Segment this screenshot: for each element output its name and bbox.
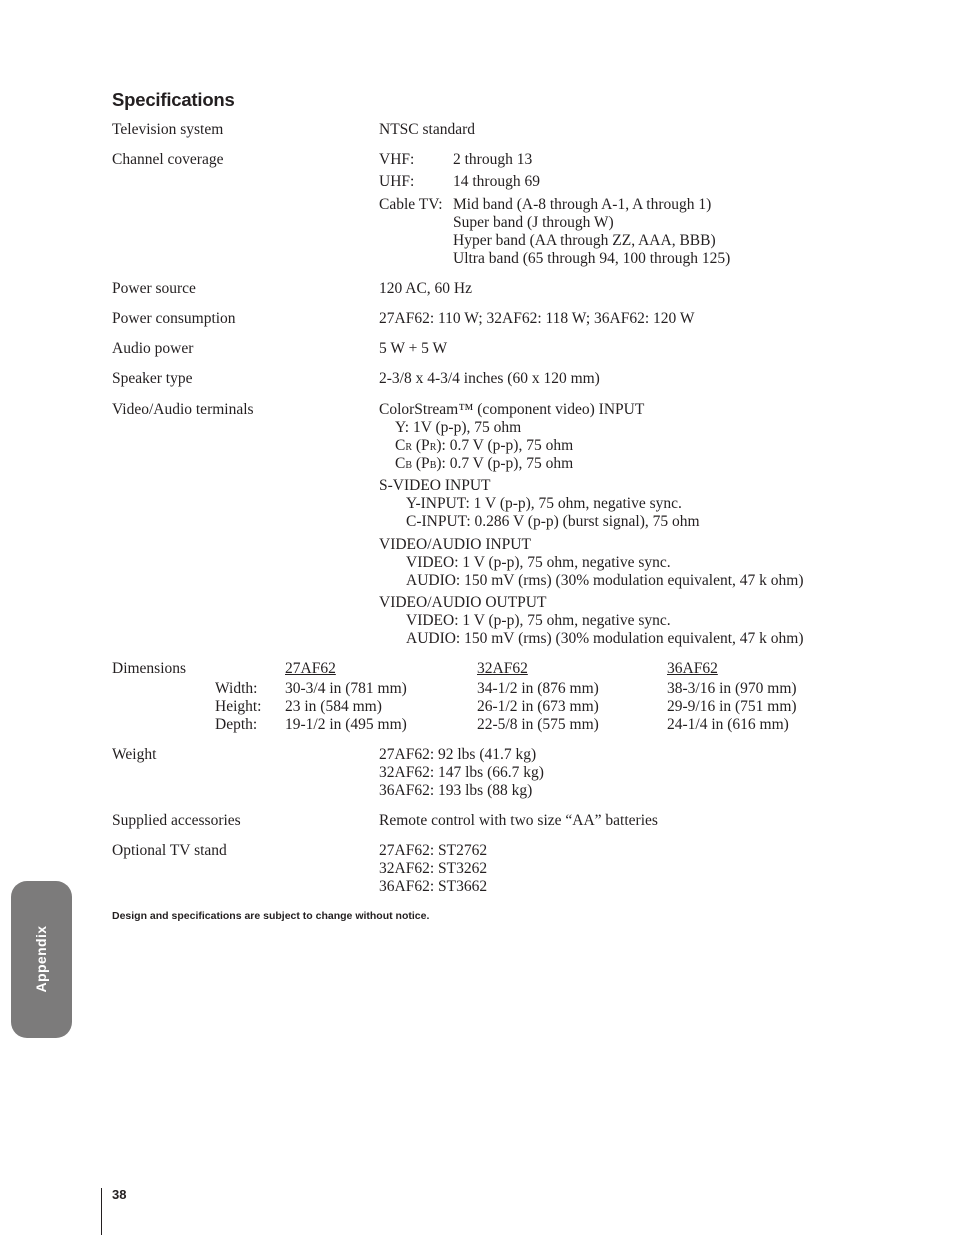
colorstream-heading: ColorStream™ (component video) INPUT bbox=[379, 401, 645, 418]
terminals-label: Video/Audio terminals bbox=[112, 401, 254, 418]
dim-value: 23 in (584 mm) bbox=[285, 698, 382, 715]
dim-model-header: 32AF62 bbox=[477, 660, 528, 677]
vhf-key: VHF: bbox=[379, 151, 415, 168]
av-output-line: VIDEO: 1 V (p-p), 75 ohm, negative sync. bbox=[406, 612, 671, 629]
appendix-tab-label: Appendix bbox=[33, 925, 49, 993]
vhf-value: 2 through 13 bbox=[453, 151, 533, 168]
audio-power-label: Audio power bbox=[112, 340, 194, 357]
cable-line: Hyper band (AA through ZZ, AAA, BBB) bbox=[453, 232, 716, 249]
cb-sub2: B bbox=[429, 460, 437, 471]
page-number: 38 bbox=[112, 1187, 127, 1202]
dimensions-label: Dimensions bbox=[112, 660, 187, 677]
dim-model-header: 27AF62 bbox=[285, 660, 336, 677]
colorstream-cr-line bbox=[395, 437, 573, 457]
speaker-type-value: 2-3/8 x 4-3/4 inches (60 x 120 mm) bbox=[379, 370, 600, 387]
dim-row-label: Width: bbox=[215, 680, 258, 697]
page-title: Specifications bbox=[112, 89, 235, 110]
power-consumption-value: 27AF62: 110 W; 32AF62: 118 W; 36AF62: 120 W bbox=[379, 310, 695, 327]
tv-stand-line: 32AF62: ST3262 bbox=[379, 860, 488, 877]
svideo-heading: S-VIDEO INPUT bbox=[379, 477, 491, 494]
colorstream-cb-line bbox=[395, 455, 573, 475]
uhf-value: 14 through 69 bbox=[453, 173, 540, 190]
tv-stand-label: Optional TV stand bbox=[112, 842, 227, 859]
audio-power-value: 5 W + 5 W bbox=[379, 340, 448, 357]
cable-key: Cable TV: bbox=[379, 196, 443, 213]
av-input-line: AUDIO: 150 mV (rms) (30% modulation equivalent, 47 k ohm) bbox=[406, 572, 804, 589]
cb-rest: ): 0.7 V (p-p), 75 ohm bbox=[436, 455, 574, 472]
accessories-label: Supplied accessories bbox=[112, 812, 241, 829]
av-output-heading: VIDEO/AUDIO OUTPUT bbox=[379, 594, 547, 611]
colorstream-y-line: Y: 1V (p-p), 75 ohm bbox=[395, 419, 522, 436]
footnote: Design and specifications are subject to change without notice. bbox=[112, 910, 430, 922]
dim-value: 30-3/4 in (781 mm) bbox=[285, 680, 407, 697]
accessories-value: Remote control with two size “AA” batteries bbox=[379, 812, 658, 829]
av-input-heading: VIDEO/AUDIO INPUT bbox=[379, 536, 531, 553]
cr-rest: ): 0.7 V (p-p), 75 ohm bbox=[436, 437, 574, 454]
dim-model-header: 36AF62 bbox=[667, 660, 718, 677]
dim-value: 19-1/2 in (495 mm) bbox=[285, 716, 407, 733]
weight-line: 32AF62: 147 lbs (66.7 kg) bbox=[379, 764, 544, 781]
tv-system-value: NTSC standard bbox=[379, 121, 476, 138]
tv-stand-line: 27AF62: ST2762 bbox=[379, 842, 488, 859]
svideo-line: C-INPUT: 0.286 V (p-p) (burst signal), 75 ohm bbox=[406, 513, 700, 530]
av-output-line: AUDIO: 150 mV (rms) (30% modulation equivalent, 47 k ohm) bbox=[406, 630, 804, 647]
cable-line: Super band (J through W) bbox=[453, 214, 614, 231]
power-source-label: Power source bbox=[112, 280, 196, 297]
uhf-key: UHF: bbox=[379, 173, 415, 190]
tv-stand-line: 36AF62: ST3662 bbox=[379, 878, 488, 895]
dim-row-label: Height: bbox=[215, 698, 262, 715]
power-source-value: 120 AC, 60 Hz bbox=[379, 280, 472, 297]
cr-c: C bbox=[395, 437, 406, 454]
dim-value: 29-9/16 in (751 mm) bbox=[667, 698, 797, 715]
dim-value: 26-1/2 in (673 mm) bbox=[477, 698, 599, 715]
av-input-line: VIDEO: 1 V (p-p), 75 ohm, negative sync. bbox=[406, 554, 671, 571]
cb-c: C bbox=[395, 455, 406, 472]
power-consumption-label: Power consumption bbox=[112, 310, 236, 327]
dim-value: 22-5/8 in (575 mm) bbox=[477, 716, 599, 733]
cable-line: Ultra band (65 through 94, 100 through 125) bbox=[453, 250, 731, 267]
page-margin-rule bbox=[101, 1188, 102, 1235]
weight-line: 27AF62: 92 lbs (41.7 kg) bbox=[379, 746, 537, 763]
dim-value: 38-3/16 in (970 mm) bbox=[667, 680, 797, 697]
cr-sub2: R bbox=[429, 442, 437, 453]
weight-line: 36AF62: 193 lbs (88 kg) bbox=[379, 782, 533, 799]
svideo-line: Y-INPUT: 1 V (p-p), 75 ohm, negative sync. bbox=[406, 495, 682, 512]
cr-open: (P bbox=[412, 437, 430, 454]
dim-row-label: Depth: bbox=[215, 716, 258, 733]
dim-value: 34-1/2 in (876 mm) bbox=[477, 680, 599, 697]
cable-line: Mid band (A-8 through A-1, A through 1) bbox=[453, 196, 712, 213]
speaker-type-label: Speaker type bbox=[112, 370, 193, 387]
dim-value: 24-1/4 in (616 mm) bbox=[667, 716, 789, 733]
channel-coverage-label: Channel coverage bbox=[112, 151, 224, 168]
cr-sub: R bbox=[405, 442, 413, 453]
cb-sub: B bbox=[405, 460, 413, 471]
tv-system-label: Television system bbox=[112, 121, 224, 138]
cb-open: (P bbox=[412, 455, 430, 472]
weight-label: Weight bbox=[112, 746, 157, 763]
